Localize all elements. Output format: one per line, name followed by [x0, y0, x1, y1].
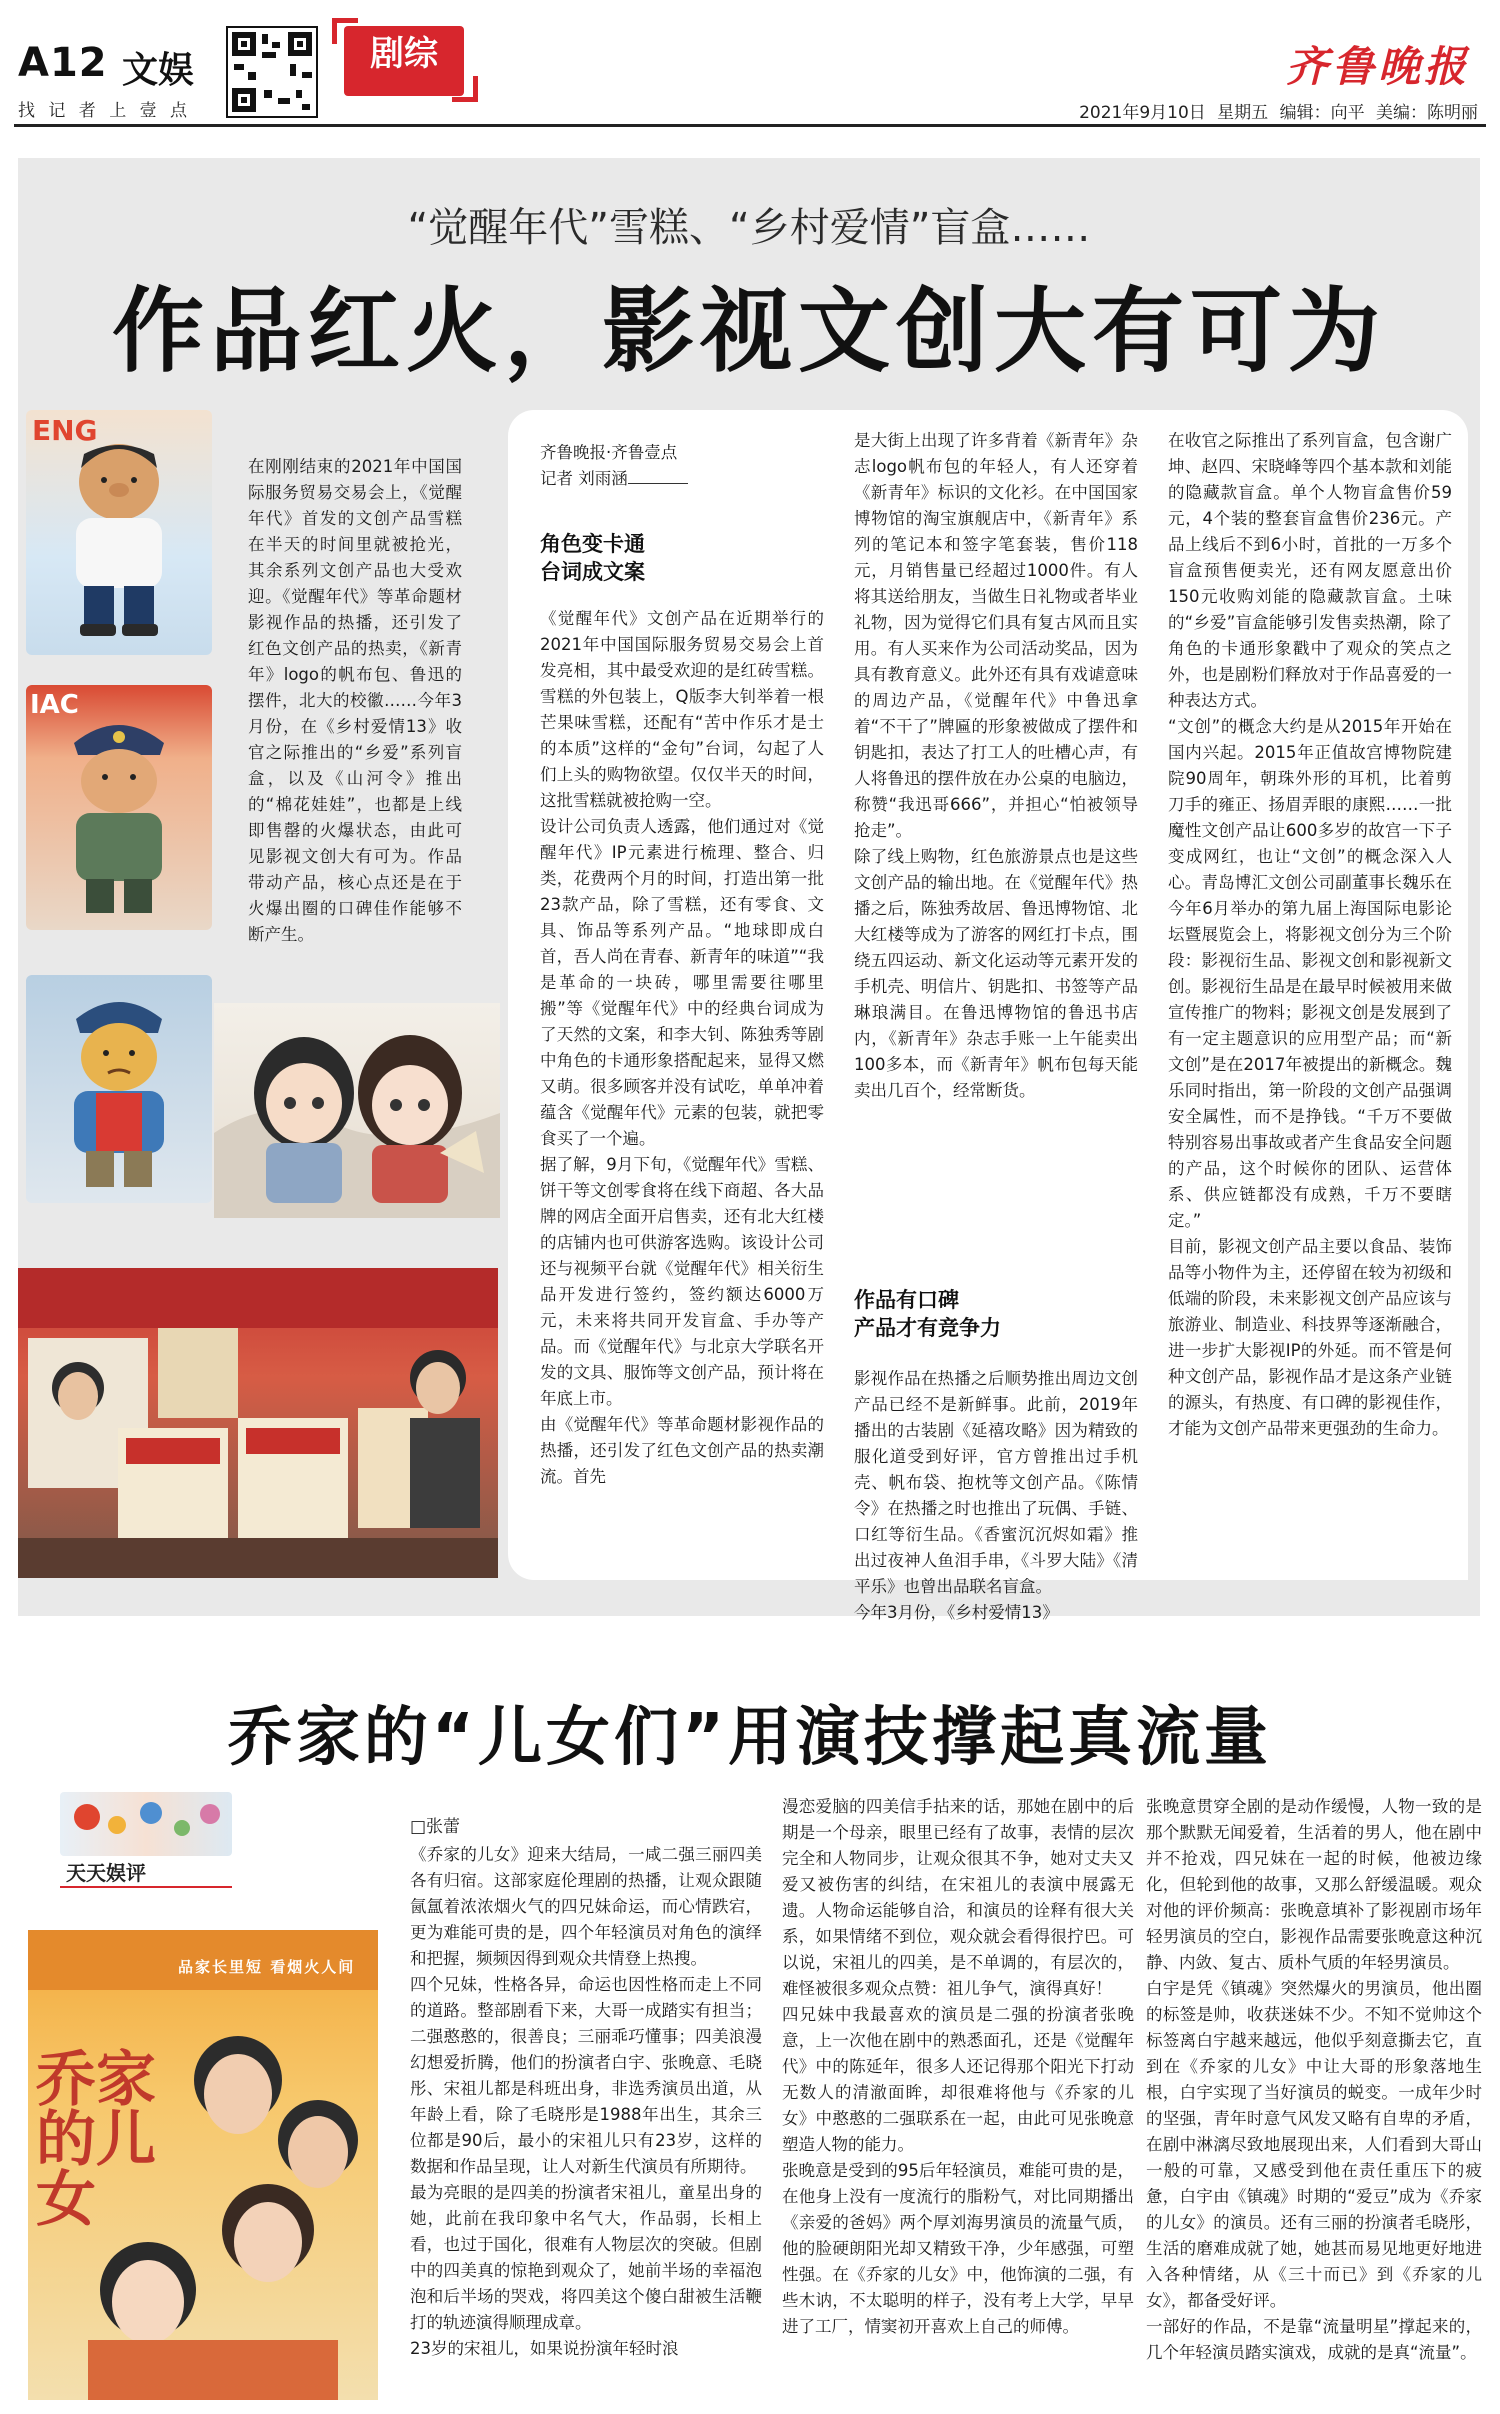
article2-headline: 乔家的“儿女们”用演技撑起真流量	[227, 1701, 1273, 1775]
qr-code-icon[interactable]	[226, 26, 318, 118]
article2-column-3: 张晚意贯穿全剧的是动作缓慢，人物一致的是那个默默无闻爱着，生活着的男人，他在剧中并不抢戏，四兄妹在一起的时候，他被边缘化，但轮到他的故事，又那么舒缓温暖。观众对他的评价频高：张晚意填补了影视剧市场年轻男演员的空白，影视作品需要张晚意这种沉静、内敛、复古、质朴气质的年轻男演员。 白宇是凭《镇魂》突然爆火的男演员，他出圈的标签是帅，收获迷妹不少。不知不觉帅这个标签离白宇越来越远，他似乎刻意撕去它，直到在《乔家的儿女》中让大哥的形象落地生根，白宇实现了当好演员的蜕变。一成年少时的坚强，青年时意气风发又略有自卑的矛盾，在剧中淋漓尽致地展现出来，人们看到大哥山一般的可靠，又感受到他在责任重压下的疲惫，白宇由《镇魂》时期的“爱豆”成为《乔家的儿女》的演员。还有三丽的扮演者毛晓彤，生活的磨难成就了她，她甚而易见地更好地进入各种情绪，从《三十而已》到《乔家的儿女》，都备受好评。 一部好的作品，不是靠“流量明星”撑起来的，几个年轻演员踏实演戏，成就的是真“流量”。	[1146, 1797, 1482, 2362]
article1-kicker: “觉醒年代”雪糕、“乡村爱情”盲盒……	[407, 205, 1091, 251]
poster-title: 乔家的儿女	[36, 2045, 156, 2235]
article1-column-1: 《觉醒年代》文创产品在近期举行的2021年中国国际服务贸易交易会上首发亮相，其中最受欢迎的是红砖雪糕。雪糕的外包装上，Q版李大钊举着一根芒果味雪糕，还配有“苦中作乐才是士的本质”这样的“金句”台词，勾起了人们上头的购物欲望。仅仅半天的时间，这批雪糕就被抢购一空。 设计公司负责人透露，他们通过对《觉醒年代》IP元素进行梳理、整合、归类，花费两个月的时间，打造出第一批23款产品，除了雪糕，还有零食、文具、饰品等系列产品。“地球即成白首，吾人尚在青春、新青年的味道”“我是革命的一块砖，哪里需要往哪里搬”等《觉醒年代》中的经典台词成为了天然的文案，和李大钊、陈独秀等剧中角色的卡通形象搭配起来，显得又燃又萌。很多顾客并没有试吃，单单冲着蕴含《觉醒年代》元素的包装，就把零食买了一个遍。 据了解，9月下旬，《觉醒年代》雪糕、饼干等文创零食将在线下商超、各大品牌的网店全面开启售卖，还有北大红楼的店铺内也可供游客选购。该设计公司还与视频平台就《觉醒年代》相关衍生品开发进行签约，签约额达6000万元，未来将共同开发盲盒、手办等产品。而《觉醒年代》与北京大学联名开发的文具、服饰等文创产品，预计将在年底上市。 由《觉醒年代》等革命题材影视作品的热播，还引发了红色文创产品的热卖潮流。首先	[540, 609, 824, 1486]
page-number: A12	[18, 40, 108, 86]
photo-expo-booth	[18, 1268, 498, 1578]
header-divider	[14, 124, 1486, 127]
article1-body-card	[508, 410, 1468, 1622]
article2-column-2: 漫恋爱脑的四美信手拈来的话，那她在剧中的后期是一个母亲，眼里已经有了故事，表情的层次完全和人物同步，让观众很其不争，她对丈夫又爱又被伤害的纠结，在宋祖儿的表演中展露无遗。人物命运能够自洽，和演员的诠释有很大关系，如果情绪不到位，观众就会看得很拧巴。可以说，宋祖儿的四美，是不单调的，有层次的，难怪被很多观众点赞：祖儿争气，演得真好！ 四兄妹中我最喜欢的演员是二强的扮演者张晚意，上一次他在剧中的熟悉面孔，还是《觉醒年代》中的陈延年，很多人还记得那个阳光下打动无数人的清澈面眸，却很难将他与《乔家的儿女》中憨憨的二强联系在一起，由此可见张晚意塑造人物的能力。 张晚意是受到的95后年轻演员，难能可贵的是，在他身上没有一度流行的脂粉气，对比同期播出《亲爱的爸妈》两个厚刘海男演员的流量气质，他的脸硬朗阳光却又精致干净，少年感强，可塑性强。在《乔家的儿女》中，他饰演的二强，有些木讷，不太聪明的样子，没有考上大学，早早进了工厂，情窦初开喜欢上自己的师傅。	[782, 1797, 1134, 2336]
article1-intro: 在刚刚结束的2021年中国国际服务贸易交易会上，《觉醒年代》首发的文创产品雪糕在半天的时间里就被抢光，其余系列文创产品也大受欢迎。《觉醒年代》等革命题材影视作品的热播，还引发了红色文创产品的热卖，《新青年》logo的帆布包、鲁迅的摆件，北大的校徽……今年3月份，在《乡村爱情13》收官之际推出的“乡爱”系列盲盒，以及《山河令》推出的“棉花娃娃”，也都是上线即售罄的火爆状态，由此可见影视文创大有可为。作品带动产品，核心点还是在于火爆出圈的口碑佳作能够不断产生。	[248, 457, 462, 944]
article1-column-2: 是大街上出现了许多背着《新青年》杂志logo帆布包的年轻人，有人还穿着《新青年》标识的文化衫。在中国国家博物馆的淘宝旗舰店中，《新青年》系列的笔记本和签字笔套装，售价118元，月销售量已经超过1000件。有人将其送给朋友，当做生日礼物或者毕业礼物，因为觉得它们具有复古风而且实用。有人买来作为公司活动奖品，因为具有教育意义。此外还有具有戏谑意味的周边产品，《觉醒年代》中鲁迅拿着“不干了”牌匾的形象被做成了摆件和钥匙扣，表达了打工人的吐槽心声，有人将鲁迅的摆件放在办公桌的电脑边，称赞“我迅哥666”，并担心“怕被领导抢走”。 除了线上购物，红色旅游景点也是这些文创产品的输出地。在《觉醒年代》热播之后，陈独秀故居、鲁迅博物馆、北大红楼等成为了游客的网红打卡点，围绕五四运动、新文化运动等元素开发的手机壳、明信片、钥匙扣、书签等产品琳琅满目。在鲁迅博物馆的鲁迅书店内，《新青年》杂志手账一上午能卖出100多本，而《新青年》帆布包每天能卖出几百个，经常断货。	[854, 431, 1138, 1100]
article1-headline: 作品红火，影视文创大有可为	[111, 278, 1386, 385]
photo-blindbox-figure-white-shirt	[26, 410, 212, 655]
svg-text:ENG: ENG	[32, 414, 98, 447]
column-logo-art	[60, 1792, 232, 1856]
photo-cartoon-characters	[214, 1003, 500, 1218]
svg-text:IAC: IAC	[30, 690, 79, 720]
column-tab-label: 剧综	[370, 34, 438, 74]
byline-reporter: 记者 刘雨涵	[540, 469, 628, 488]
column-name: 天天娱评	[60, 1858, 232, 1888]
section-name: 文娱	[122, 50, 195, 91]
dateline: 2021年9月10日 星期五 编辑：向平 美编：陈明丽	[1079, 103, 1478, 123]
article1-column-3: 在收官之际推出了系列盲盒，包含谢广坤、赵四、宋晓峰等四个基本款和刘能的隐藏款盲盒。单个人物盲盒售价59元，4个装的整套盲盒售价236元。产品上线后不到6小时，首批的一万多个盲盒预售便卖光，还有网友愿意出价150元收购刘能的隐藏款盲盒。土味的“乡爱”盲盒能够引发售卖热潮，除了角色的卡通形象戳中了观众的笑点之外，也是剧粉们释放对于作品喜爱的一种表达方式。 “文创”的概念大约是从2015年开始在国内兴起。2015年正值故宫博物院建院90周年，朝珠外形的耳机，比着剪刀手的雍正、扬眉弄眼的康熙……一批魔性文创产品让600多岁的故宫一下子变成网红，也让“文创”的概念深入人心。青岛博汇文创公司副董事长魏乐在今年6月举办的第九届上海国际电影论坛暨展览会上，将影视文创分为三个阶段：影视衍生品、影视文创和影视新文创。影视衍生品是在最早时候被用来做宣传推广的物料；影视文创是发展到了有一定主题意识的应用型产品；而“新文创”是在2017年被提出的新概念。魏乐同时指出，第一阶段的文创产品强调安全属性，而不是挣钱。“千万不要做特别容易出事故或者产生食品安全问题的产品，这个时候你的团队、运营体系、供应链都没有成熟，千万不要瞎定。” 目前，影视文创产品主要以食品、装饰品等小物件为主，还停留在较为初级和低端的阶段，未来影视文创产品应该与旅游业、制造业、科技界等逐渐融合，进一步扩大影视IP的外延。而不管是何种文创产品，影视作品才是这条产业链的源头，有热度、有口碑的影视佳作，才能为文创产品带来更强劲的生命力。	[1168, 431, 1452, 1438]
article1-subhead-2: 作品有口碑 产品才有竞争力	[854, 1288, 1001, 1340]
newspaper-logo: 齐鲁晚报	[1285, 42, 1470, 91]
reporter-hotline: 找 记 者 上 壹 点	[18, 101, 192, 121]
photo-blindbox-figure-police-uniform	[26, 685, 212, 930]
masthead	[0, 0, 1500, 130]
article1-subhead-1: 角色变卡通 台词成文案	[540, 532, 645, 584]
photo-drama-poster	[28, 1930, 378, 2400]
poster-tagline: 品家长里短 看烟火人间	[178, 1958, 356, 1976]
byline-paper: 齐鲁晚报·齐鲁壹点	[540, 443, 678, 462]
column-logo	[60, 1792, 232, 1892]
article1-byline	[540, 440, 688, 492]
column-tab	[330, 16, 480, 104]
article2-column-1: 《乔家的儿女》迎来大结局，一咸二强三丽四美各有归宿。这部家庭伦理剧的热播，让观众跟随氤氲着浓浓烟火气的四兄妹命运，而心情跌宕，更为难能可贵的是，四个年轻演员对角色的演绎和把握，频频因得到观众共情登上热搜。 四个兄妹，性格各异，命运也因性格而走上不同的道路。整部剧看下来，大哥一成踏实有担当；二强憨憨的，很善良；三丽乖巧懂事；四美浪漫幻想爱折腾，他们的扮演者白宇、张晚意、毛晓彤、宋祖儿都是科班出身，非选秀演员出道，从年龄上看，除了毛晓彤是1988年出生，其余三位都是90后，最小的宋祖儿只有23岁，这样的数据和作品呈现，让人对新生代演员有所期待。 最为亮眼的是四美的扮演者宋祖儿，童星出身的她，此前在我印象中名气大，作品弱，长相上看，也过于国化，很难有人物层次的突破。但剧中的四美真的惊艳到观众了，她前半场的幸福泡泡和后半场的哭戏，将四美这个傻白甜被生活鞭打的轨迹演得顺理成章。 23岁的宋祖儿，如果说扮演年轻时浪	[410, 1845, 762, 2358]
photo-blindbox-figure-red-shirt	[26, 975, 212, 1203]
article1-column-2-continued: 影视作品在热播之后顺势推出周边文创产品已经不是新鲜事。此前，2019年播出的古装剧《延禧攻略》因为精致的服化道受到好评，官方曾推出过手机壳、帆布袋、抱枕等文创产品。《陈情令》在热播之时也推出了玩偶、手链、口红等衍生品。《香蜜沉沉烬如霜》推出过夜神人鱼泪手串，《斗罗大陆》《清平乐》也曾出品联名盲盒。 今年3月份，《乡村爱情13》	[854, 1369, 1138, 1622]
article2-author: □张蕾	[410, 1817, 461, 1837]
article-cultural-products	[18, 158, 1480, 1622]
